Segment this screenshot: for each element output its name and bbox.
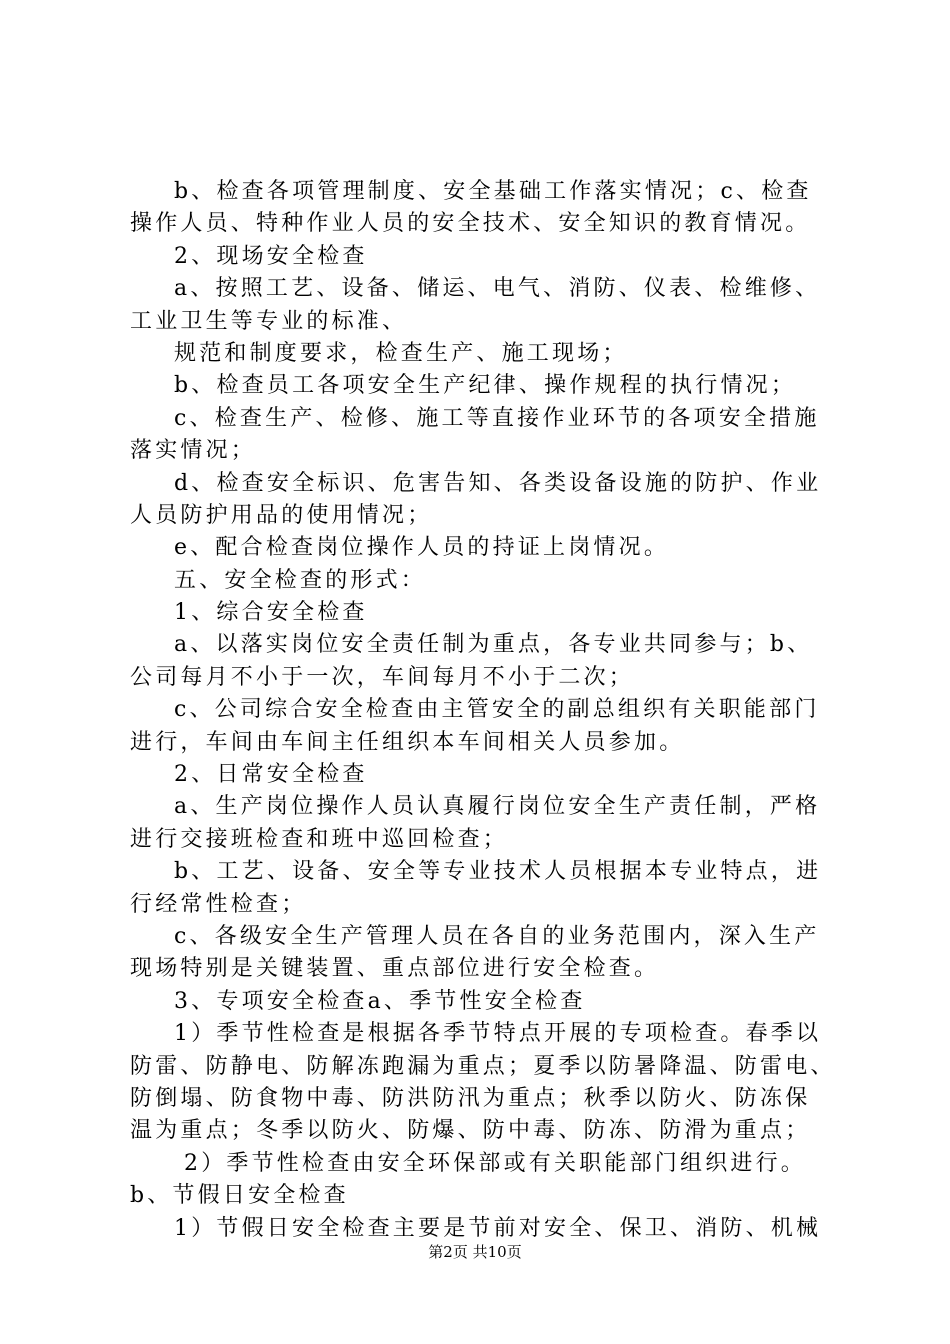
text-line: 五、安全检查的形式： bbox=[174, 567, 427, 593]
text-line: 人员防护用品的使用情况； bbox=[130, 502, 433, 528]
text-line: 操作人员、特种作业人员的安全技术、安全知识的教育情况。 bbox=[130, 211, 811, 237]
text-line: a、生产岗位操作人员认真履行岗位安全生产责任制，严格 bbox=[174, 794, 821, 820]
text-line: 2、日常安全检查 bbox=[174, 762, 368, 788]
text-line: 规范和制度要求，检查生产、施工现场； bbox=[174, 340, 628, 366]
text-line: c、公司综合安全检查由主管安全的副总组织有关职能部门 bbox=[174, 697, 820, 723]
text-line: 防雷、防静电、防解冻跑漏为重点；夏季以防暑降温、防雷电、 bbox=[130, 1053, 836, 1079]
text-line: 温为重点；冬季以防火、防爆、防中毒、防冻、防滑为重点； bbox=[130, 1118, 811, 1144]
text-line: a、以落实岗位安全责任制为重点，各专业共同参与；b、 bbox=[174, 632, 813, 658]
text-line: 现场特别是关键装置、重点部位进行安全检查。 bbox=[130, 956, 660, 982]
text-line: b、工艺、设备、安全等专业技术人员根据本专业特点，进 bbox=[174, 859, 822, 885]
text-line: 2）季节性检查由安全环保部或有关职能部门组织进行。 bbox=[184, 1150, 806, 1176]
text-line: e、配合检查岗位操作人员的持证上岗情况。 bbox=[174, 535, 670, 561]
text-line: 进行交接班检查和班中巡回检查； bbox=[130, 826, 509, 852]
text-line: 工业卫生等专业的标准、 bbox=[130, 308, 408, 334]
text-line: 3、专项安全检查a、季节性安全检查 bbox=[174, 988, 586, 1014]
text-line: b、检查各项管理制度、安全基础工作落实情况；c、检查 bbox=[174, 179, 812, 204]
text-line: 公司每月不小于一次，车间每月不小于二次； bbox=[130, 664, 635, 690]
text-line: 落实情况； bbox=[130, 438, 257, 464]
text-line: 2、现场安全检查 bbox=[174, 243, 368, 269]
text-line: c、检查生产、检修、施工等直接作业环节的各项安全措施 bbox=[174, 405, 820, 431]
text-line: c、各级安全生产管理人员在各自的业务范围内，深入生产 bbox=[174, 923, 820, 949]
text-line: d、检查安全标识、危害告知、各类设备设施的防护、作业 bbox=[174, 470, 822, 496]
text-line: 1）季节性检查是根据各季节特点开展的专项检查。春季以 bbox=[174, 1021, 822, 1047]
text-line: b、检查员工各项安全生产纪律、操作规程的执行情况； bbox=[174, 373, 797, 399]
text-line: a、按照工艺、设备、储运、电气、消防、仪表、检维修、 bbox=[174, 276, 821, 302]
page-footer: 第2页 共10页 bbox=[428, 1243, 522, 1261]
text-line: 1）节假日安全检查主要是节前对安全、保卫、消防、机械 bbox=[174, 1215, 822, 1241]
text-line: 1、综合安全检查 bbox=[174, 600, 368, 626]
text-line: 行经常性检查； bbox=[130, 891, 307, 917]
text-line: b、节假日安全检查 bbox=[130, 1183, 349, 1209]
text-line: 防倒塌、防食物中毒、防洪防汛为重点；秋季以防火、防冻保 bbox=[130, 1085, 811, 1111]
document-body bbox=[130, 176, 850, 1245]
text-line: 进行，车间由车间主任组织本车间相关人员参加。 bbox=[130, 729, 685, 755]
